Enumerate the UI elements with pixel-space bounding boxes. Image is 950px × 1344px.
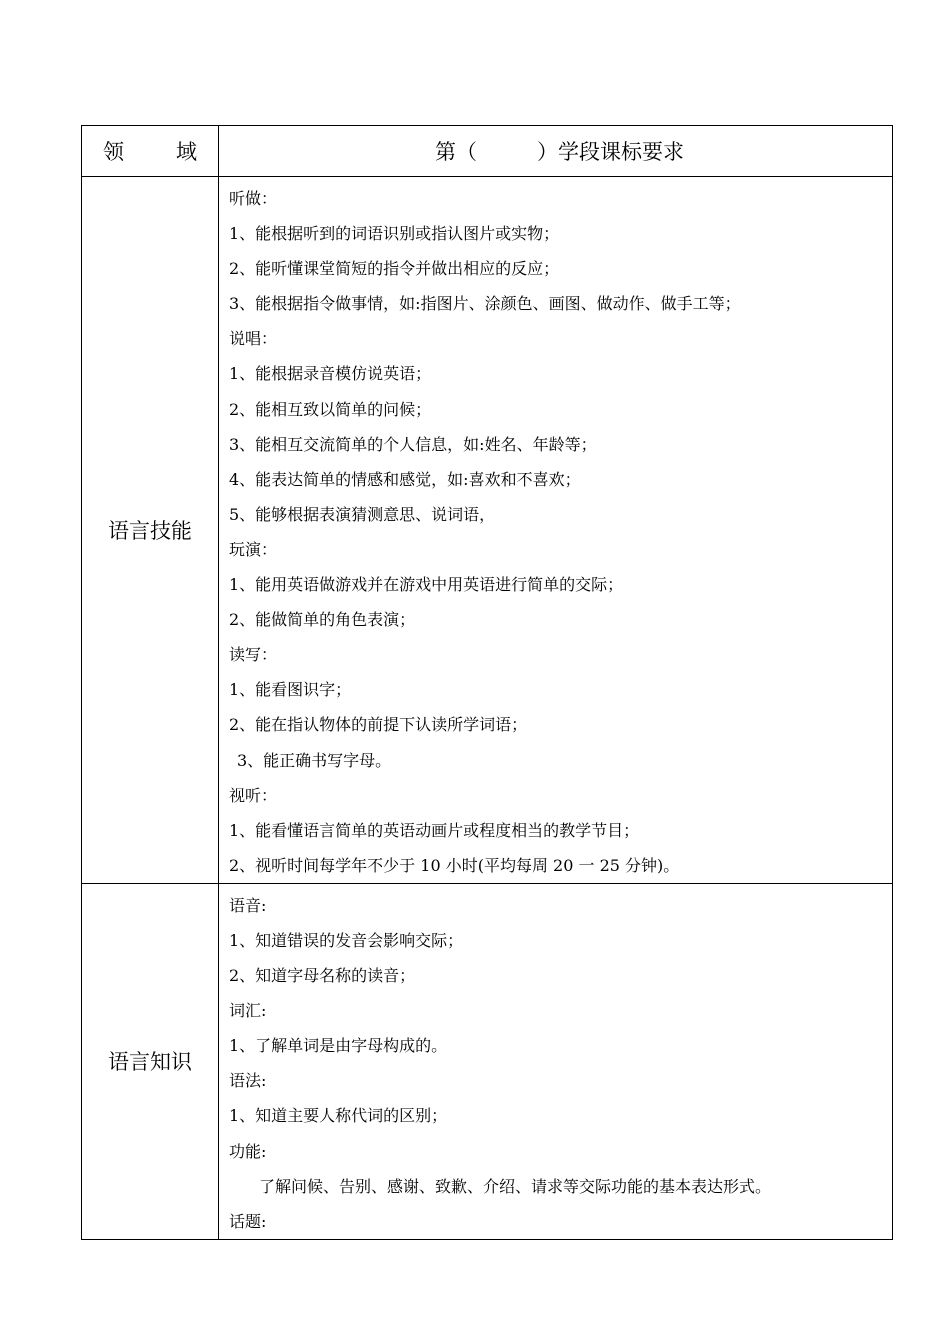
list-item: 3、能正确书写字母。	[237, 750, 392, 770]
requirements-cell	[219, 177, 893, 884]
list-item: 2、视听时间每学年不少于 10 小时(平均每周 20 一 25 分钟)。	[229, 855, 680, 875]
curriculum-table	[81, 125, 893, 1240]
list-item: 1、能看图识字；	[229, 680, 352, 700]
area-cell: 语言知识	[82, 883, 219, 1239]
list-item: 3、能相互交流简单的个人信息，如:姓名、年龄等；	[229, 434, 597, 454]
list-item: 2、知道字母名称的读音；	[229, 966, 416, 986]
list-item: 1、知道主要人称代词的区别；	[229, 1106, 448, 1126]
requirements-cell	[219, 883, 893, 1239]
list-item: 说唱：	[229, 329, 278, 349]
list-item: 语法:	[229, 1071, 267, 1091]
area-cell: 语言技能	[82, 177, 219, 884]
list-item: 2、能做简单的角色表演；	[229, 610, 416, 630]
list-item: 词汇:	[229, 1001, 267, 1021]
header-domain-cell	[82, 126, 219, 177]
list-item: 玩演：	[229, 539, 278, 559]
table-row	[82, 177, 893, 884]
list-item: 2、能听懂课堂简短的指令并做出相应的反应；	[229, 259, 560, 279]
list-item: 1、了解单词是由字母构成的。	[229, 1036, 448, 1056]
header-row	[82, 126, 893, 177]
list-item: 功能:	[229, 1141, 267, 1161]
list-item: 5、能够根据表演猜测意思、说词语，	[229, 504, 496, 524]
list-item: 2、能相互致以简单的问候；	[229, 399, 432, 419]
list-item: 1、知道错误的发音会影响交际；	[229, 930, 464, 950]
list-item: 2、能在指认物体的前提下认读所学词语；	[229, 715, 528, 735]
header-domain-left: 领	[103, 140, 124, 164]
list-item: 话题:	[229, 1211, 267, 1231]
list-item: 视听：	[229, 785, 278, 805]
list-item: 3、能根据指令做事情，如:指图片、涂颜色、画图、做动作、做手工等；	[229, 294, 741, 314]
list-item: 1、能看懂语言简单的英语动画片或程度相当的教学节目；	[229, 820, 640, 840]
table-row	[82, 883, 893, 1239]
header-req-suffix: ）学段课标要求	[537, 140, 684, 164]
header-domain-right: 域	[176, 140, 197, 164]
list-item: 读写：	[229, 645, 278, 665]
list-item: 语音:	[229, 895, 267, 915]
header-req-prefix: 第（	[435, 140, 477, 164]
header-requirement-cell	[219, 126, 893, 177]
list-item: 了解问候、告别、感谢、致歉、介绍、请求等交际功能的基本表达形式。	[259, 1176, 772, 1196]
list-item: 听做：	[229, 189, 278, 208]
list-item: 4、能表达简单的情感和感觉，如:喜欢和不喜欢；	[229, 469, 581, 489]
list-item: 1、能根据录音模仿说英语；	[229, 364, 432, 384]
list-item: 1、能用英语做游戏并在游戏中用英语进行简单的交际；	[229, 575, 624, 595]
list-item: 1、能根据听到的词语识别或指认图片或实物；	[229, 224, 560, 244]
